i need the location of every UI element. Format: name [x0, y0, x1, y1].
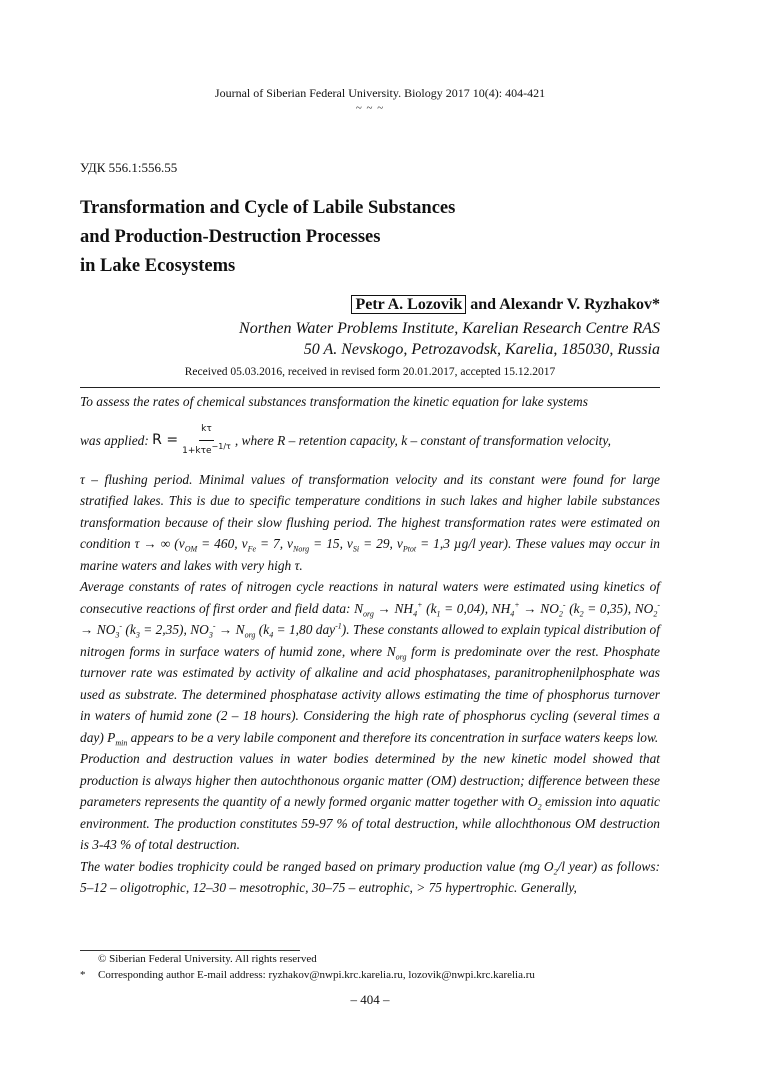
footnote-corresponding-text: Corresponding author E-mail address: ryzhakov@nwpi.krc.karelia.ru, lozovik@nwpi.krc.karelia.ru — [98, 969, 535, 981]
page-number: – 404 – — [350, 992, 390, 1007]
footnote-corresponding — [80, 969, 535, 981]
affiliation-line-1: Northen Water Problems Institute, Karelian Research Centre RAS — [239, 320, 660, 337]
author-rest: and Alexandr V. Ryzhakov* — [470, 296, 660, 313]
authors — [351, 296, 660, 314]
abstract-paragraph-2: Average constants of rates of nitrogen cycle reactions in natural waters were estimated using kinetics of consecutive reactions of first order and field data: $N_{org} \to NH_4^+$ $(k_1 = 0,04)$, $NH_4^+ \to NO_2^-$ $(k_2 = 0,35)$, $NO_2^- \to NO_3^-$ $(k_3 = 2,35)$, $NO_3^- \to N_{org}$ ($k_4 = 1,80$ day$^{-1}$). These constants allowed to explain typical distribution of nitrogen forms in surface waters of humid zone, where $N_{org}$ form is predominate over the rest. Phosphate turnover rate was estimated by activity of alkaline and acid phosphatases, paranitrophenilphosphate was used as substrate. The determined phosphatase activity allows estimating the time of phosphorus turnover in waters of humid zone (2 – 18 hours). Considering the high rate of phosphorus cycling (several times a day) $P_{min}$ appears to be a very labile component and therefore its concentration in surface waters keeps low. — [80, 579, 660, 748]
footnote-rule — [80, 950, 300, 951]
formula-exponent: −1/τ — [211, 442, 231, 451]
abstract-paragraph-3: Production and destruction values in water bodies determined by the new kinetic model showed that production is always higher then autochthonous organic matter (OM) destruction; difference between these parameters represents the quantity of a newly formed organic matter together with $O_2$ emission into aquatic environment. The production constitutes 59-97 % of total destruction, while allochthonous OM destruction is 3-43 % of total destruction. — [80, 751, 660, 852]
udc-code: УДК 556.1:556.55 — [80, 160, 178, 175]
formula-prefix: was applied: — [80, 432, 149, 448]
footnote-copyright: © Siberian Federal University. All rights reserved — [98, 953, 317, 965]
formula-line — [80, 421, 660, 461]
title-line-2: and Production-Destruction Processes — [80, 227, 381, 247]
received-dates: Received 05.03.2016, received in revised form 20.01.2017, accepted 15.12.2017 — [184, 366, 556, 378]
abstract-line-1: To assess the rates of chemical substances transformation the kinetic equation for lake systems — [80, 394, 588, 409]
affiliation-line-2: 50 A. Nevskogo, Petrozavodsk, Karelia, 185030, Russia — [303, 341, 660, 358]
footnote-mark: * — [80, 969, 86, 981]
formula-fraction — [180, 419, 233, 463]
divider — [80, 387, 660, 388]
formula-lhs: R = — [152, 431, 179, 448]
affiliation — [239, 318, 660, 360]
article-title — [80, 194, 455, 281]
author-link-lozovik[interactable]: Petr A. Lozovik — [351, 295, 466, 314]
journal-header: Journal of Siberian Federal University. Biology 2017 10(4): 404-421 — [214, 86, 546, 100]
formula-den-base: 1+kτe — [182, 446, 212, 456]
formula-denominator — [180, 441, 233, 463]
title-line-1: Transformation and Cycle of Labile Substances — [80, 198, 456, 218]
abstract-paragraph-1: τ – flushing period. Minimal values of transformation velocity and its constant were found for large stratified lakes. This is due to specific temperature conditions in such lakes and higher labile substances transformation because of their slow flushing period. The highest transformation rates were estimated on condition τ → ∞ ($\nu_{OM} = 460$, $\nu_{Fe} = 7$, $\nu_{Norg} = 15$, $\nu_{Si} = 29$, $\nu_{Ptot} = 1,3$ µg/l year). These values may occur in marine waters and lakes with very high τ. — [80, 471, 660, 573]
abstract-paragraph-4: The water bodies trophicity could be ranged based on primary production value (mg $O_2/l$ year) as follows: 5–12 – oligotrophic, 12–30 – mesotrophic, 30–75 – eutrophic, > 75 hypertrophic. Generally, — [80, 858, 660, 895]
title-line-3: in Lake Ecosystems — [80, 256, 236, 276]
header-ornament: ~ ~ ~ — [355, 102, 385, 114]
formula-numerator: kτ — [199, 419, 214, 442]
formula-suffix: , where R – retention capacity, k – constant of transformation velocity, — [234, 432, 611, 448]
abstract — [80, 391, 660, 899]
